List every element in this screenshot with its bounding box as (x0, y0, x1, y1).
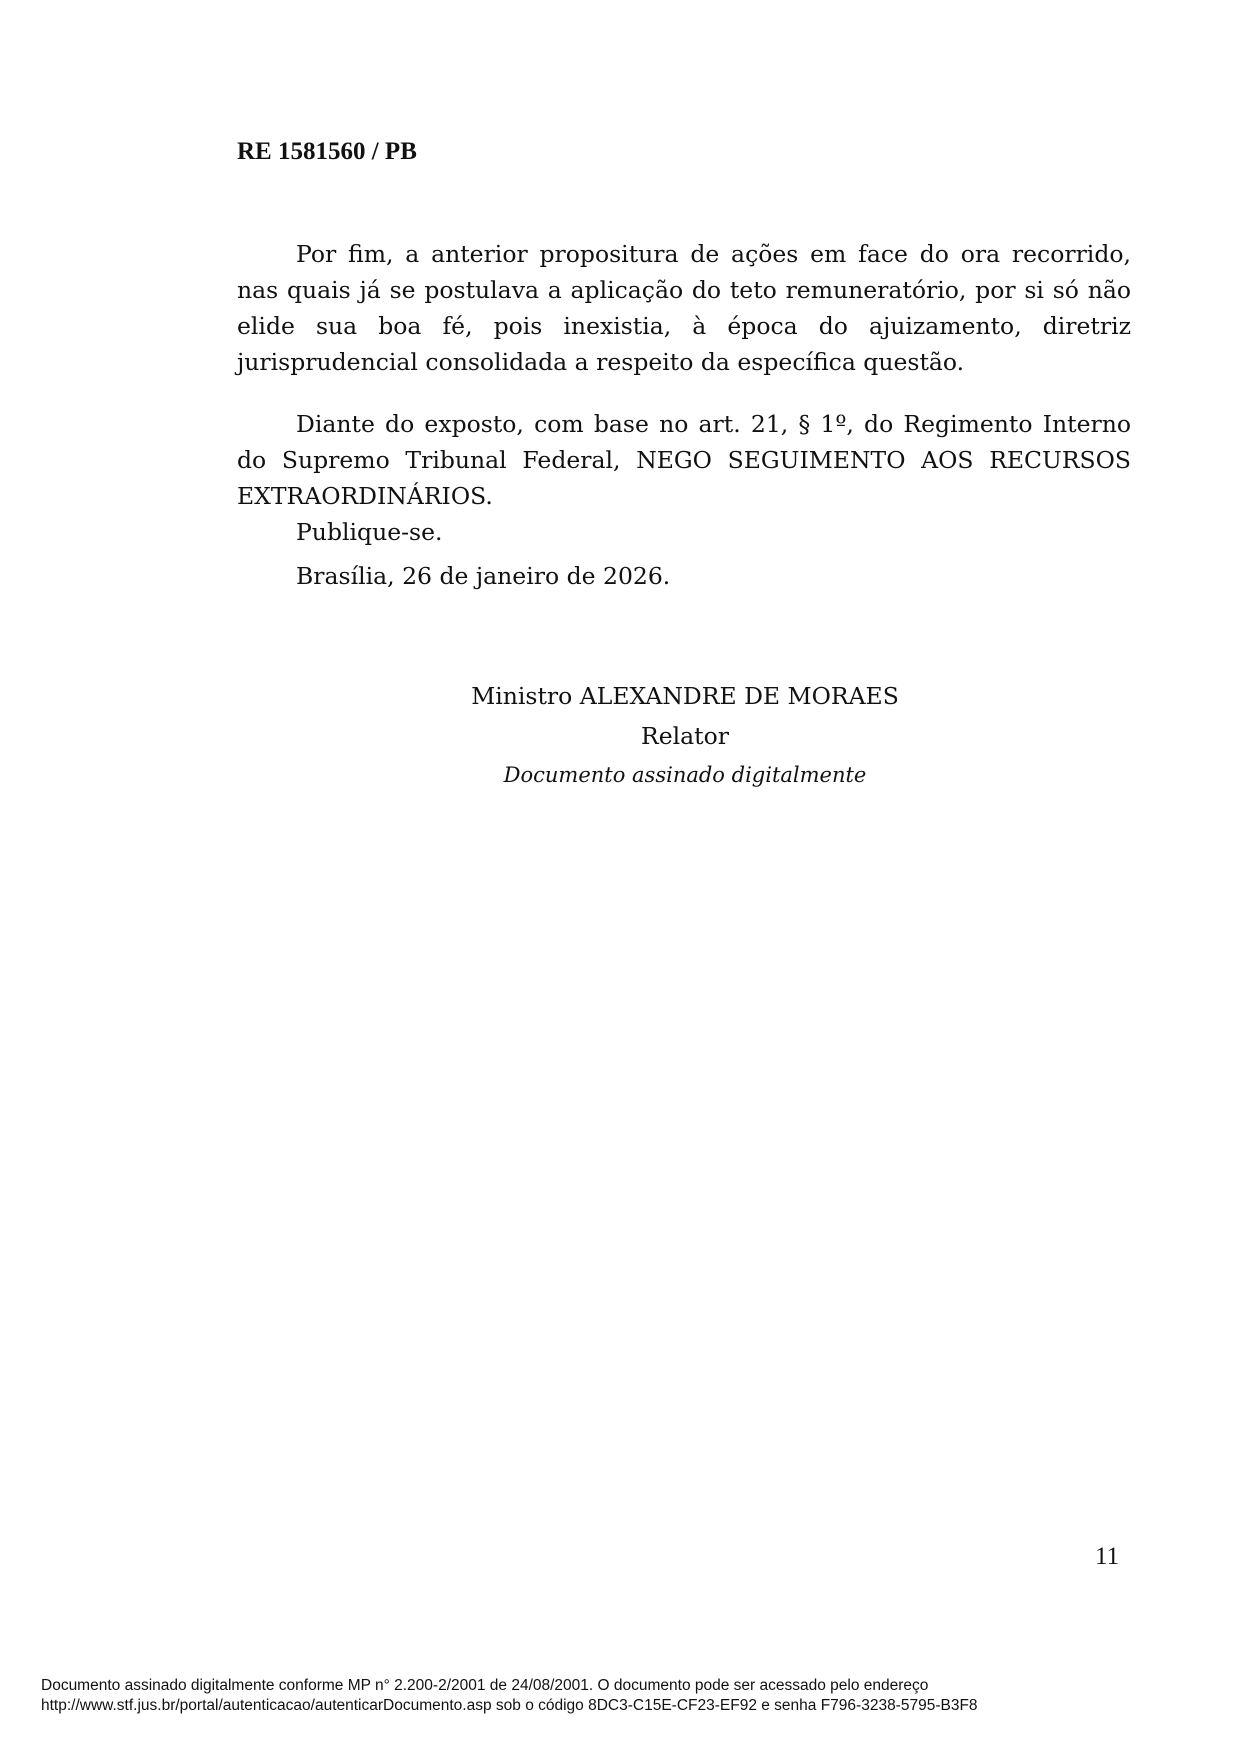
case-id: RE 1581560 / PB (237, 138, 417, 165)
signer-name: Ministro ALEXANDRE DE MORAES (471, 682, 899, 710)
paragraph-decision (237, 406, 1131, 514)
footer-line: Documento assinado digitalmente conforme MP n° 2.200-2/2001 de 24/08/2001. O documento pode ser acessado pelo endereço (41, 1677, 929, 1694)
publication-order: Publique-se. (296, 518, 443, 546)
place-date: Brasília, 26 de janeiro de 2026. (296, 562, 671, 590)
paragraph-conclusion (237, 236, 1131, 380)
signer-role: Relator (641, 722, 729, 750)
page-number: 11 (1095, 1543, 1120, 1570)
paragraph-text: Diante do exposto, com base no art. 21, § 1º, do Regimento Interno do Supremo Tribunal Federal, NEGO SEGUIMENTO AOS RECURSOS EXTRAORDINÁRIOS. (237, 410, 1131, 510)
authentication-footer (41, 1676, 978, 1716)
paragraph-text: Por fim, a anterior propositura de ações em face do ora recorrido, nas quais já se postulava a aplicação do teto remuneratório, por si só não elide sua boa fé, pois inexistia, à época do ajuizamento, diretriz jurisprudencial consolidada a respeito da específica questão. (237, 240, 1131, 376)
digital-signature-note: Documento assinado digitalmente (503, 763, 867, 787)
signature-block (380, 678, 990, 790)
footer-link[interactable]: http://www.stf.jus.br/portal/autenticacao/autenticarDocumento.asp sob o código 8DC3-C15E-CF23-EF92 e senha F796-3238-5795-B3F8 (41, 1697, 978, 1714)
